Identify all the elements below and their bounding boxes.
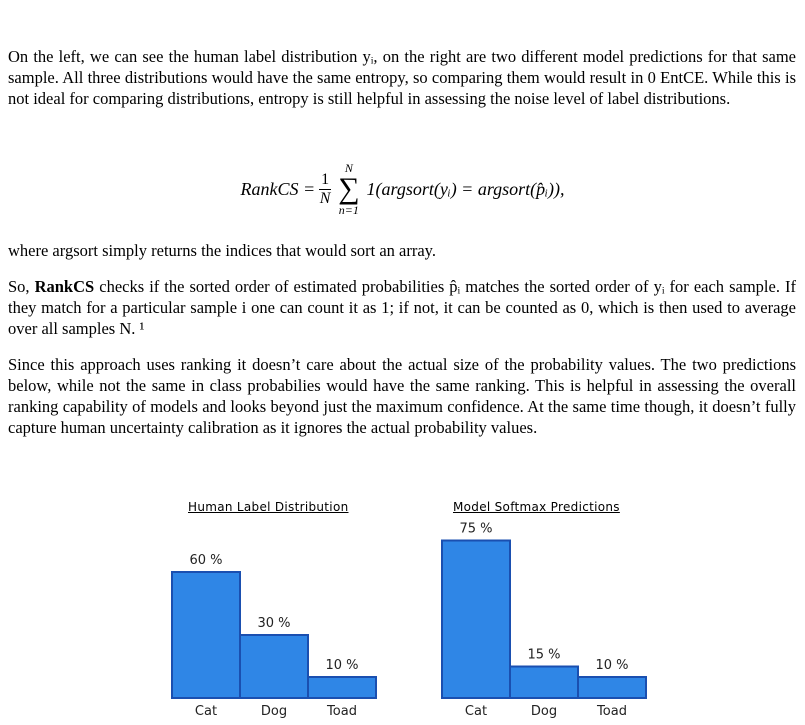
category-label-dog: Dog: [530, 704, 558, 719]
value-label-toad: 10 %: [325, 658, 359, 673]
paragraph-ranking: Since this approach uses ranking it doesn’t care about the actual size of the probability values. The two predictions below, while not the same in class probabilies would have the same ranking. This is helpful in assessing the overall ranking capability of models and looks beyond just the maximum confidence. At the same time though, it doesn’t fully capture human uncertainty calibration as it ignores the actual probability values.: [8, 355, 796, 437]
bar-cat: [172, 572, 240, 698]
category-label-toad: Toad: [327, 704, 357, 719]
sum-upper: N: [344, 161, 353, 175]
bar-toad: [308, 677, 376, 698]
bar-cat: [442, 541, 510, 699]
fraction-numerator: 1: [321, 170, 330, 188]
p3-pre: So,: [8, 277, 35, 296]
category-label-toad: Toad: [597, 704, 627, 719]
value-label-cat: 60 %: [189, 553, 223, 568]
sigma-icon: ∑: [338, 172, 360, 205]
category-label-dog: Dog: [260, 704, 288, 719]
chart-title-human: Human Label Distribution: [188, 500, 349, 514]
fraction-denominator: N: [319, 189, 331, 207]
p3-post: checks if the sorted order of estimated probabilities p̂ᵢ matches the sorted order of yᵢ for each sample. If they match for a particular sample i one can count it as 1; if not, it can be counted as 0, which is then used to average over all samples N. ¹: [8, 277, 796, 338]
sum-lower: n=1: [338, 203, 359, 217]
equation-body: 1(argsort(yᵢ) = argsort(p̂ᵢ)),: [366, 178, 565, 199]
equation-lhs: RankCS =: [240, 178, 316, 199]
value-label-dog: 15 %: [527, 647, 561, 663]
rankcs-bold: RankCS: [34, 277, 95, 296]
bar-dog: [510, 667, 578, 699]
value-label-dog: 30 %: [257, 616, 291, 631]
bar-dog: [240, 635, 308, 698]
bar-chart-model: [442, 522, 646, 720]
paragraph-intro: On the left, we can see the human label distribution yᵢ, on the right are two different model predictions for that same sample. All three distributions would have the same entropy, so comparing them would result in 0 EntCE. While this is not ideal for comparing distributions, entropy is still helpful in assessing the noise level of label distributions.: [8, 47, 796, 108]
bar-toad: [578, 677, 646, 698]
value-label-toad: 10 %: [595, 658, 629, 673]
value-label-cat: 75 %: [459, 521, 493, 537]
category-label-cat: Cat: [194, 704, 218, 719]
category-label-cat: Cat: [464, 704, 488, 719]
bar-chart-human: [172, 553, 376, 719]
paragraph-argsort: where argsort simply returns the indices that would sort an array.: [8, 241, 436, 260]
chart-title-model: Model Softmax Predictions: [453, 500, 620, 514]
